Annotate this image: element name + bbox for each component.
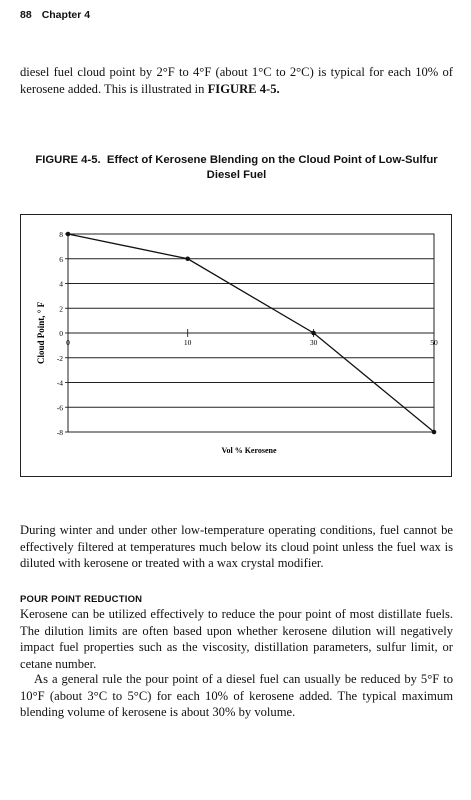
x-tick-label: 0 [66,338,70,347]
section-heading: POUR POINT REDUCTION [20,594,143,605]
data-point [66,232,71,237]
x-tick-layer [66,329,438,347]
running-head [20,9,90,21]
data-point [311,331,316,336]
y-tick-label: -2 [56,353,63,363]
y-tick-label: 6 [59,254,63,264]
data-point [432,430,437,435]
cloud-point-chart [20,214,452,477]
body-paragraph: During winter and under other low-temperature operating conditions, fuel cannot be effectively filtered at temperatures much below its cloud point unless the fuel wax is diluted with kerosene or treated with a wax crystal modifier. [20,523,453,570]
section-paragraph-2: As a general rule the pour point of a diesel fuel can usually be reduced by 5°F to 10°F (about 3°C to 5°C) for each 10% of kerosene added. The typical maximum blending volume of kerosene is about 30% by volume. [20,672,453,719]
y-tick-label: -6 [56,403,63,413]
x-tick-label: 50 [430,338,438,347]
x-tick-label: 30 [309,338,318,347]
page-number: 88 [20,9,32,21]
y-tick-label: 0 [59,329,63,338]
figure-reference: FIGURE 4-5. [207,81,280,96]
chapter-label: Chapter 4 [41,9,91,21]
y-tick-layer [57,230,68,437]
figure-caption-line-2: Diesel Fuel [206,168,267,181]
y-tick-label: 2 [59,304,63,314]
y-tick-label: 8 [59,230,63,239]
section-paragraph-1: Kerosene can be utilized effectively to reduce the pour point of most distillate fuels. The dilution limits are often based upon whether kerosene dilution will negatively impact fuel properties such as the viscosity, distillation parameters, sulfur limit, or cetane number. [20,607,453,671]
data-point [185,256,190,261]
grid-layer [68,234,434,432]
x-axis-label: Vol % Kerosene [221,446,277,455]
intro-paragraph [20,64,453,97]
y-tick-label: -8 [56,428,63,437]
figure-caption [20,153,453,182]
figure-caption-line-1: FIGURE 4-5. Effect of Kerosene Blending on the Cloud Point of Low-Sulfur [35,154,438,166]
y-tick-label: 4 [59,279,63,289]
intro-text: diesel fuel cloud point by 2°F to 4°F (about 1°C to 2°C) is typical for each 10% of kerosene added. This is illustrated in [20,65,453,96]
x-tick-label: 10 [183,338,192,347]
y-axis-label: Cloud Point, ° F [36,301,46,365]
y-tick-label: -4 [56,378,63,388]
